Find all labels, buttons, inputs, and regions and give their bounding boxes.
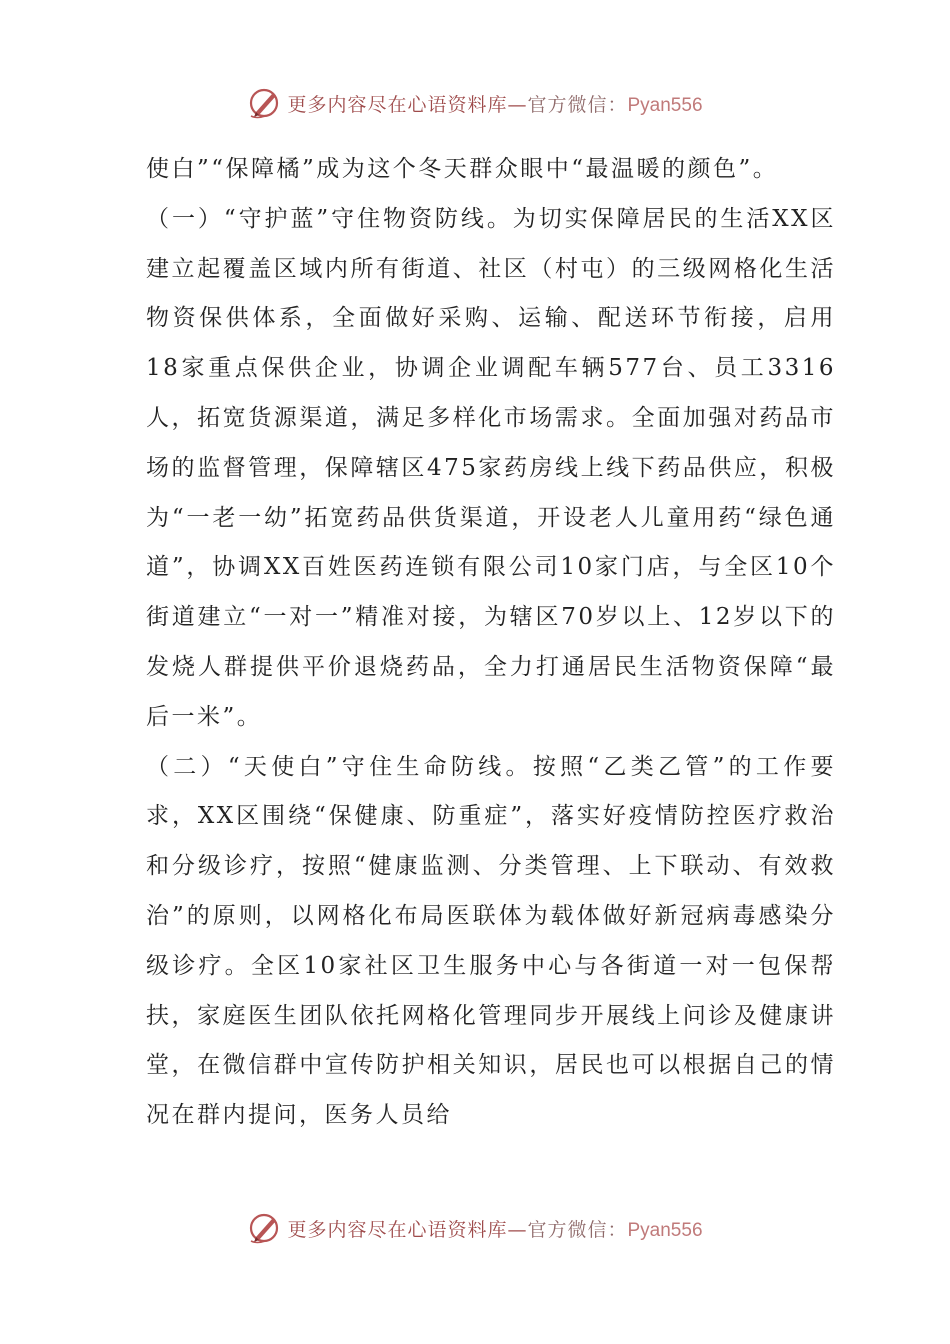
watermark-wechat-label: 官方微信： xyxy=(527,93,628,116)
paragraph: 使白”“保障橘”成为这个冬天群众眼中“最温暖的颜色”。 xyxy=(146,156,779,182)
pen-circle-logo-icon xyxy=(247,86,281,120)
watermark-text xyxy=(287,90,702,117)
paragraph: （二）“天使白”守住生命防线。按照“乙类乙管”的工作要求，XX区围绕“保健康、防重症”，落实好疫情防控医疗救治和分级诊疗，按照“健康监测、分类管理、上下联动、有效救治”的原则，以网格化布局医联体为载体做好新冠病毒感染分级诊疗。全区10家社区卫生服务中心与各街道一对一包保帮扶，家庭医生团队依托网格化管理同步开展线上问诊及健康讲堂，在微信群中宣传防护相关知识，居民也可以根据自己的情况在群内提问，医务人员给 xyxy=(146,753,836,1129)
header-watermark xyxy=(0,78,950,128)
pen-circle-logo-icon xyxy=(247,1211,281,1245)
watermark-site: 更多内容尽在心语资料库 xyxy=(287,93,508,116)
watermark-dash: — xyxy=(507,1218,528,1241)
body-text xyxy=(146,145,836,1141)
watermark-text xyxy=(287,1215,702,1242)
paragraph: （一）“守护蓝”守住物资防线。为切实保障居民的生活XX区建立起覆盖区域内所有街道、社区（村屯）的三级网格化生活物资保供体系，全面做好采购、运输、配送环节衔接，启用18家重点保供企业，协调企业调配车辆577台、员工3316人，拓宽货源渠道，满足多样化市场需求。全面加强对药品市场的监督管理，保障辖区475家药房线上线下药品供应，积极为“一老一幼”拓宽药品供货渠道，开设老人儿童用药“绿色通道”，协调XX百姓医药连锁有限公司10家门店，与全区10个街道建立“一对一”精准对接，为辖区70岁以上、12岁以下的发烧人群提供平价退烧药品，全力打通居民生活物资保障“最后一米”。 xyxy=(146,205,836,730)
watermark-wechat-id: Pyan556 xyxy=(627,94,703,116)
watermark-wechat-label: 官方微信： xyxy=(527,1218,628,1241)
footer-watermark xyxy=(0,1203,950,1253)
watermark-dash: — xyxy=(507,93,528,116)
watermark-site: 更多内容尽在心语资料库 xyxy=(287,1218,508,1241)
watermark-wechat-id: Pyan556 xyxy=(627,1219,703,1241)
